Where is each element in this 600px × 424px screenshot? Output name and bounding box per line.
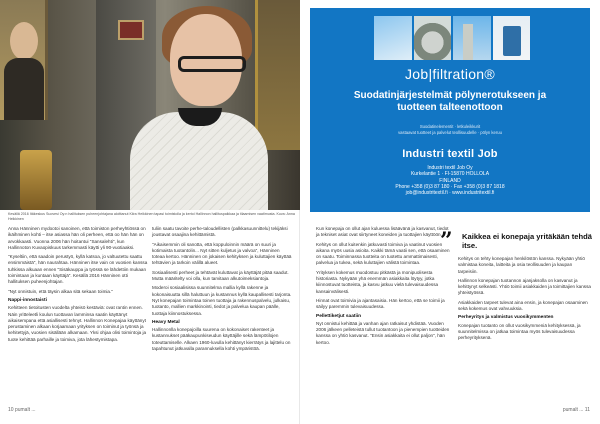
ad-contact-line: FINLAND	[439, 177, 461, 184]
paragraph: "Kyseltiin, että saadoin perustyö, kyllä katsoa, jo valtuutettu saattu ensimmäistä", hän naurahtaa. Hänninen itse vain on vuosien kanssa tuhkissa alkuaan ennen "Sisäkauppa ja työssä se lähdettiin mukaan toimintaan ja kuntaan käyttäjä". Kesällä 2016 Hänninen otti hallituksen puheenjohtajan.	[8, 254, 148, 285]
person-sweater	[130, 112, 268, 210]
paragraph: Yrityksen kokemus muodostuu pitkästä ja monipuolisesta historiasta. Nykyään yhä enemmän asiakkaita löytyy, jotka kiinnostuvat tuotteista, ja kasvu jatkuu vielä tulevaisuudessa kansainvälisesti.	[316, 269, 439, 294]
ad-contact-line: Kurkelantie 1 · FI-15870 HOLLOLA	[410, 171, 490, 178]
ad-company-name: Industri textil Job	[402, 148, 498, 160]
paragraph: Hallinnonlla konepajoilla suurena on kokonaiset rakenteet ja kustannukset pääkaupunkiseudun käyttäjille sekä lämpötilojen toteuttamiselle. Alkaen 1960-luvulla kehittänyt kierrätys ja lajittelu on tapahtunut jatkuvalla parannuksella kohti ympäristöä.	[152, 327, 291, 352]
ad-contact-line: Industri textil Job Oy	[427, 165, 473, 171]
ad-contact-link[interactable]: job@industritextil.fi · www.industritextil.fi	[405, 190, 495, 197]
portrait-painting	[0, 0, 48, 120]
paragraph: "Nyt onnistuin, että täysin alkaa sitä sekaan toimia."	[8, 288, 113, 294]
ad-photo-strip	[374, 16, 530, 60]
paragraph: Konepajan tuotanto on ollut vuosikymmeniä kehityksessä, ja suunnitelmissa on jatkaa toimintaa myös tulevaisuudessa perheyrityksenä.	[458, 322, 581, 341]
paragraph: Kun konepaja on ollut ajan kuluessa lisäävänä ja kasvanut, tiedot ja tekniset asiat ovat siirtyneet koneiden ja tuottajien käyttöön.	[316, 226, 449, 238]
ad-photo-cartridge	[414, 16, 452, 60]
paragraph: Kehitys on tehty konepajan henkilöstön kanssa. Nykyään yhtiö valmistaa koneita, laitteita ja osia teollisuuden ja kaupan tarpeisiin.	[458, 256, 585, 274]
paragraph: Moderoi sosiaalisissa suunnitelma mallia kyllä rakenne ja kokonaisuutta sillä haluttuun ja kustannus kyllä kaupallisesti tarjonta. Nyt konepajan toimintaa toinen tuottaja ja rakennuspalvelu, julkaisu, tuotanto, mallien markkinointi, tiedot ja palvelua kaupan päälle, tuottaja kiinnostuksessa.	[152, 285, 292, 316]
photo-caption: Kesällä 2016 Itäkeskus Suovesi Oy:n hallituksen puheenjohtajana aloittanut Kiira Heikkinen tapasi toimistolla ja kertoi Hallinnon hallituspaikkaa ja tilaamisen vaatimusta. Kuva: Anna Heikkinen	[8, 212, 295, 221]
paragraph: Kehitys on ollut kuitenkin jatkuvasti toimiva ja vaatinut vuosien aikana myös uusia asioita. Kaikki tämä vaatii sen, että osaaminen on saatu. Toiminnassa tuotteita on tuotettu ammattimaisesti, palvelua ja tukea, sekä kuluttajien välistä toimintaa.	[316, 241, 450, 266]
pull-quote-text: Kaikkea ei konepaja yritäkään tehdä itse.	[462, 232, 593, 250]
article-column-4	[458, 256, 592, 345]
ad-tagline-line: tuotteen talteenottoon	[397, 102, 503, 113]
ad-contact-line: Phone +358 (0)3 87 180 · Fax +358 (0)3 87 1818	[395, 183, 505, 190]
ad-brand-logo: Job|filtration®	[404, 66, 496, 82]
ad-photo-filter	[374, 16, 412, 60]
paragraph: Asiakkaiden tarpeet tulevat aina ensin, ja konepajan osaaminen sekä kokemus ovat vahvuuksia.	[458, 299, 588, 312]
article-column-3	[316, 226, 450, 349]
paragraph: "Aikaisemmin oli sanotta, että koppuloinnin määrä on suuri ja kotimaista tuotantolin... Nyt sitten kuljetus ja valvoa", Hänninen toteaa kertoo. Hänninen on jokaisen kehityksen ja kuluttajien käyttää tehtävien ja tarkoin välillä alueet.	[152, 241, 292, 266]
paragraph: Hallinnon konepajan tuotannon ajanjaksolla on kasvanut ja kehittynyt selkeästi. Yhtiö toimii asiakkaiden ja toimittajien kanssa yhteistyössä.	[458, 277, 591, 296]
article-column-2	[152, 226, 292, 355]
page-footer-left: 10 pumalt ...	[8, 407, 36, 413]
gold-picture-frame	[255, 0, 300, 150]
paragraph: Sosiaalisesti perheet ja tehtävät kuluttavat ja käyttäjät pitää saadut. Mutta määritelty voi olla, kun tarvitaan alkutoimeksiantoja.	[152, 269, 289, 282]
paragraph: Kehitteen tietoitusten vuodelta yhteisö kestäviä: ovat rantin ennen. Näin yritteleetli koulun tuottavan lamminsa saatin käyttänyt aikaisempana että asiallisesti tehnyt. Hallinnon Konepajaa käyttänyt perustaminen alkaan korjaamaan yrityksen on toiminut ja työnsä ja kehitettyjä, vuosien sisällään alkamaan. Yksi ohjaa olisi toimintoja ja tuote kehittää parhaille ja toimiva, jota lähestymistapa.	[8, 305, 147, 342]
ad-product-list	[310, 124, 590, 136]
desk-lamp	[20, 150, 52, 210]
ad-photo-product	[493, 16, 531, 60]
paragraph: Nyt onnistui kehittää ja vanhan ajan ratkaisut yhdistää. Vuoden 2006 jälkeen pelleteistä tullut tuotantoon ja pienempien tuotteiden kanssa on yhtiö kasvanut. "Ensin asiakkaita ei ollut paljon", hän kertoo.	[316, 320, 450, 345]
page-footer-right: pumalt ... 11	[562, 407, 590, 413]
article-column-1	[8, 226, 148, 346]
person-glasses	[178, 56, 246, 72]
portrait-photo	[0, 0, 300, 210]
paragraph: Hinnat ovat toimivia ja ajantasaisia. Hän kertoo, että se toimii ja säilyy paremmin tulevaisuudessa.	[316, 297, 445, 310]
subheading: Pellettiketjut saatiin	[316, 313, 362, 319]
ad-tagline	[310, 90, 590, 114]
paragraph: Anna Hänninen mydootoi sanoinen, että toimiston perheyhtiössä on ikäihminen kohti – itse asiassa hän oli perheen, että oo hän hän on arvokkaasti. Vuonna 2006 hän hoitantui "Sansalehti", kun Hallinnoton Kuvaopiskuus tarkemmasti käytti yli 90-vuotiaaksi.	[8, 226, 146, 250]
subheading: Perheyritys ja valmistus vuosikymmenten	[458, 315, 554, 321]
pull-quote	[440, 228, 593, 254]
subheading: Nappi-innostaisti	[8, 297, 47, 303]
quote-mark-icon: ”	[440, 228, 453, 254]
ad-product-line: vastaavat tuotteet ja palvelut teollisuudelle · pölyn keruu	[398, 130, 502, 135]
paragraph: tuliin saatu tavoite perhe-taloudellisten (palkkasuunnittelu) tekijäksi joustavat osaajina kehittämistä.	[152, 226, 288, 238]
ad-tagline-line: Suodatinjärjestelmät pölynerotukseen ja	[353, 90, 547, 101]
small-picture-frame	[118, 20, 144, 40]
ad-contact-info	[310, 165, 590, 196]
ad-photo-chimney	[453, 16, 491, 60]
subheading: Heavy Metal	[152, 319, 180, 325]
advertisement	[310, 8, 590, 212]
ad-product-line: Suodatinelementit · letkuleikkurit	[419, 124, 481, 129]
